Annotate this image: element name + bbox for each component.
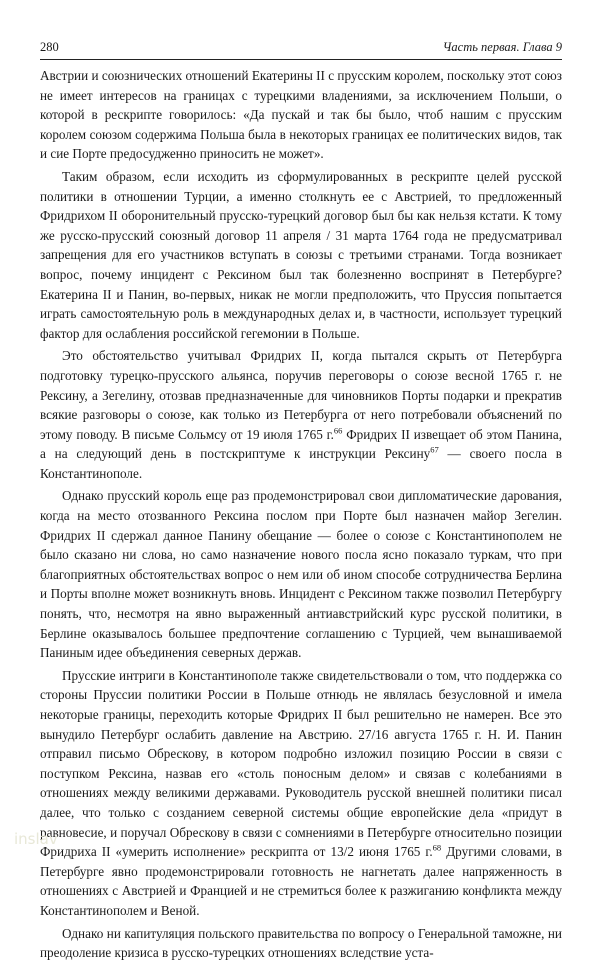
running-title: Часть первая. Глава 9 xyxy=(442,40,562,54)
paragraph-text: Однако прусский король еще раз продемонстрировал свои дипломатические дарования, когда на место отозванного Рексина послом при Порте был назначен майор Зегелин. Фридрих II сдержал данное Панину обещание — более о союзе с Константинополем не было сказано ни слова, но само назначение нового посла ясно показало туркам, что при благоприятных обстоятельствах вопрос о нем или об ином способе сотрудничества Берлина и Порты вполне может возникнуть вновь. Инцидент с Рексином также позволил Петербургу понять, что, несмотря на явно выраженный антиавстрийский курс русской политики, в Берлине оказывалось большее предпочтение соглашению с Турцией, чем вынашиваемой Паниным идее объединения северных держав. xyxy=(40,488,562,661)
paragraph-text: Прусские интриги в Константинополе также свидетельствовали о том, что поддержка со стороны Пруссии политики России в Польше отнюдь не являлась безусловной и имела некоторые границы, переходить которые Фридрих II был решительно не намерен. Все это вынудило Петербург ослабить давление на Австрию. 27/16 августа 1765 г. Н. И. Панин отправил письмо Обрескову, в котором подробно изложил позицию России в связи с поступком Рексина, назвав его «столь поносным делом» и связав с колебаниями в отношениях между великими державами. Руководитель русской внешней политики писал далее, что только с созданием северной системы общие европейские дела «придут в равновесие, и поручал Обрескову в связи с сомнениями в Петербурге относительно позиции Фридриха II «умерить исполнение» рескрипта от 13/2 июня 1765 г. xyxy=(40,667,562,860)
body-text xyxy=(40,66,562,963)
watermark: inslav xyxy=(14,830,58,848)
paragraph xyxy=(40,66,562,164)
footnote-marker: 66 xyxy=(333,425,343,436)
paragraph-text: Это обстоятельство учитывал Фридрих II, когда пытался скрыть от Петербурга подготовку турецко-прусского альянса, поручив переговоры о союзе весной 1765 г. не Рексину, а Зегелину, отозвав предназначенные для чиновников Порты подарки и прекратив всякие разговоры о союзе, как только из Петербурга от него потребовали объяснений по этому поводу. В письме Сольмсу от 19 июля 1765 г. xyxy=(40,348,562,442)
paragraph-text: Однако ни капитуляция польского правительства по вопросу о Генеральной таможне, ни преодоление кризиса в русско-турецких отношениях вследствие уста- xyxy=(40,925,562,961)
paragraph xyxy=(40,486,562,662)
paragraph-text: Фридрих II извещает об этом Панина, а на следующий день в постскриптуме к инструкции Рексину xyxy=(40,426,563,462)
paragraph xyxy=(40,167,562,343)
footnote-marker: 68 xyxy=(432,842,442,853)
footnote-marker: 67 xyxy=(430,444,439,455)
paragraph-text: Таким образом, если исходить из сформулированных в рескрипте целей русской политики в отношении Турции, а именно столкнуть ее с Австрией, то предложенный Фридрихом II оборонительный прусско-турецкий договор был бы как нельзя кстати. К тому же русско-прусский союзный договор 11 апреля / 31 марта 1764 года не предусматривал запрещения для его участников вступать в союзы с третьими странами. Тогда возникает вопрос, почему инцидент с Рексином был так болезненно воспринят в Петербурге? Екатерина II и Панин, во-первых, никак не могли предположить, что Пруссия попытается играть самостоятельную роль в международных делах и, в частности, использует турецкий фактор для ослабления российской гегемонии в Польше. xyxy=(40,168,562,341)
paragraph-text: Другими словами, в Петербурге явно продемонстрировали готовность не нагнетать далее напряженность в отношениях с Австрией и Францией и не стремиться более к разжиганию конфликта между Константинополем и Веной. xyxy=(40,844,562,918)
paragraph xyxy=(40,346,562,483)
paragraph-text: Австрии и союзнических отношений Екатерины II с прусским королем, поскольку этот союз не имеет интересов на границах с турецкими владениями, за исключением Польши, о которой в рескрипте говорилось: «Да пускай и так бы было, чтоб нашим с прусским королем союзом содержима Польша была в некоторых границах ее политических видов, так и сие Порте предосудженно приносить не может». xyxy=(40,68,562,162)
page-number: 280 xyxy=(40,40,59,54)
page-header xyxy=(40,40,562,60)
paragraph xyxy=(40,666,562,921)
paragraph-text: — своего посла в Константинополе. xyxy=(40,446,562,481)
book-page xyxy=(40,40,562,963)
paragraph xyxy=(40,924,562,963)
